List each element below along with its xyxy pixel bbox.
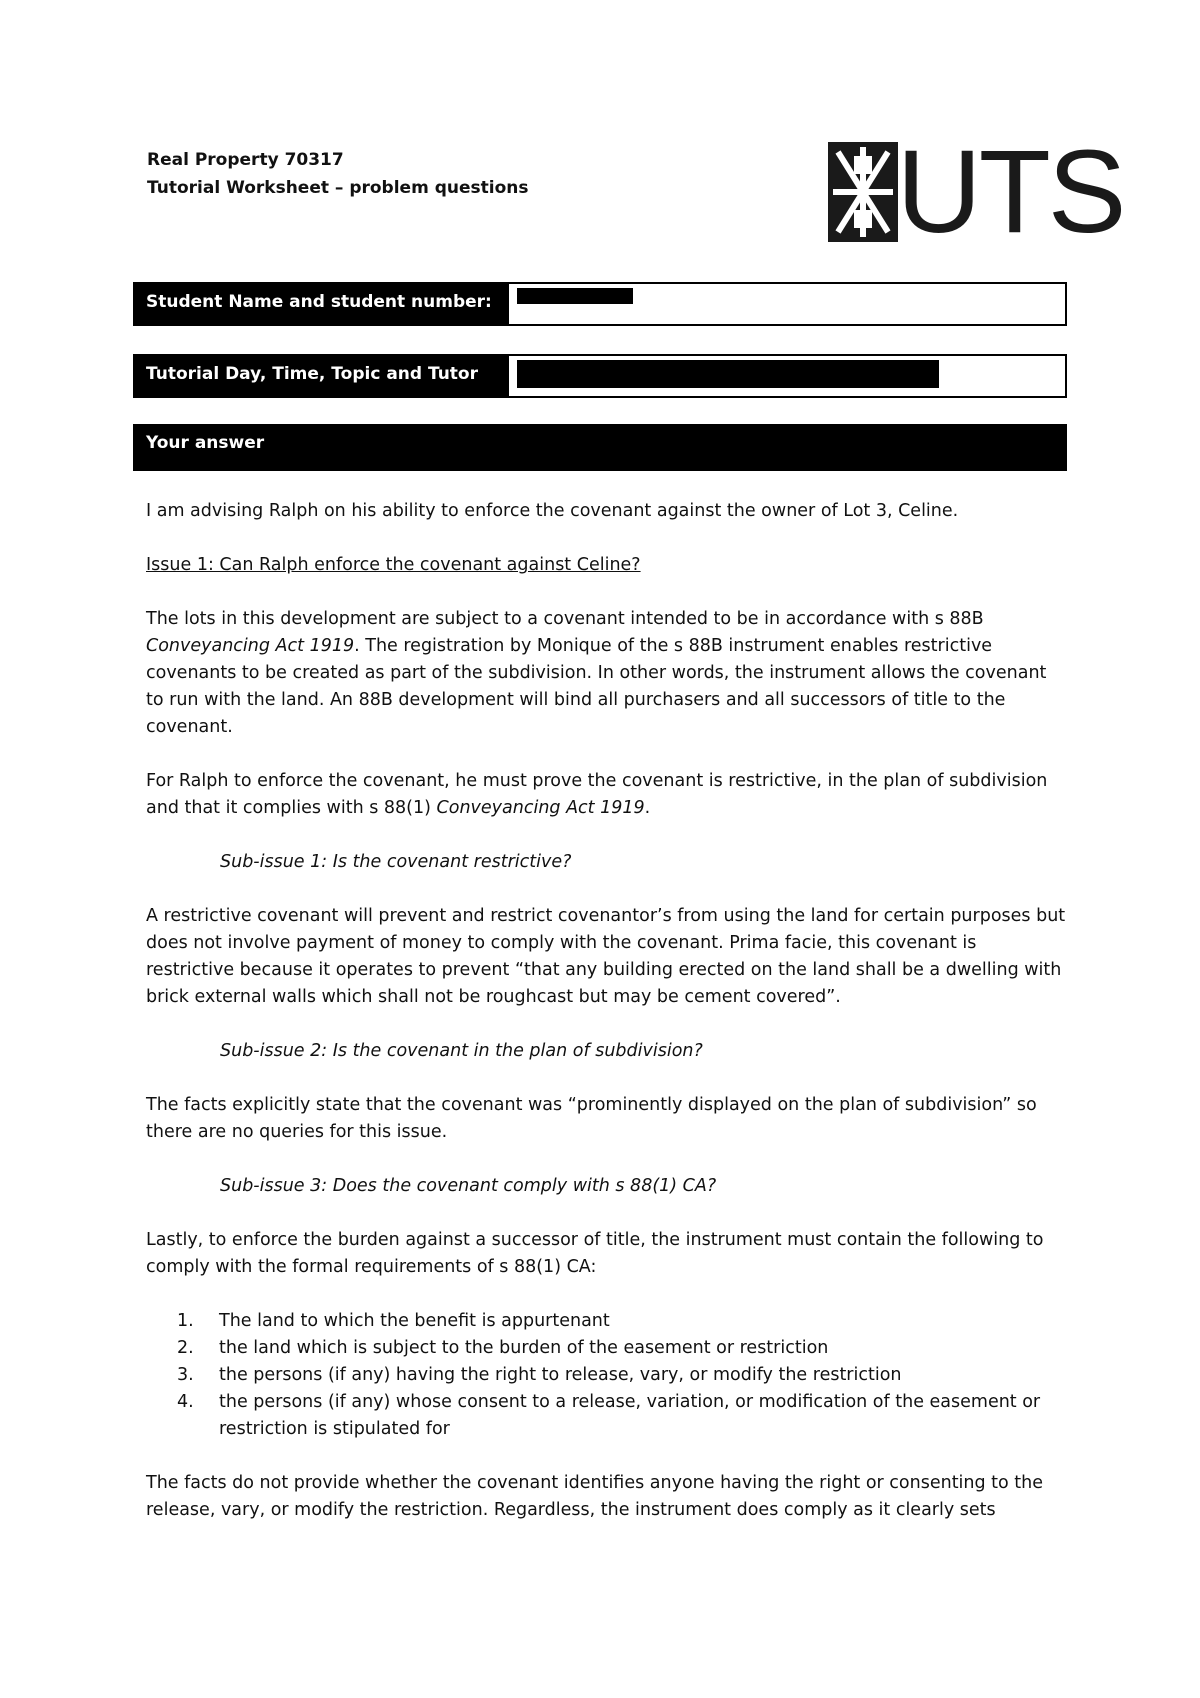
paragraph-conclusion: The facts do not provide whether the covenant identifies anyone having the right or consenting to the release, vary, or modify the restriction. Regardless, the instrument does comply as it clearly sets [146,1473,1044,1520]
list-item: 1. The land to which the benefit is appurtenant [177,1311,610,1331]
paragraph-plan: The facts explicitly state that the covenant was “prominently displayed on the plan of subdivision” so there are no queries for this issue. [146,1095,1037,1142]
student-name-label: Student Name and student number: [133,282,507,326]
tutorial-details-input[interactable] [507,354,1067,398]
logo-text: UTS [896,142,1124,242]
issue-heading: Issue 1: Can Ralph enforce the covenant against Celine? [146,555,641,575]
answer-body [146,498,1066,1551]
your-answer-heading: Your answer [133,424,1067,471]
redaction-bar [517,360,939,388]
document-header [147,146,529,202]
list-item: 2. the land which is subject to the burden of the easement or restriction [177,1338,829,1358]
list-item: 4. the persons (if any) whose consent to a release, variation, or modification of the easement or restriction is stipulated for [177,1392,1041,1439]
sub-issue-heading: Sub-issue 1: Is the covenant restrictive? [220,852,572,872]
requirements-list [146,1308,1066,1443]
student-name-input[interactable] [507,282,1067,326]
paragraph-88b: The lots in this development are subject to a covenant intended to be in accordance with s 88B Conveyancing Act 1919. The registration by Monique of the s 88B instrument enables restrictive covenants to be created as part of the subdivision. In other words, the instrument allows the covenant to run with the land. An 88B development will bind all purchasers and all successors of title to the covenant. [146,609,1047,737]
paragraph-requirements: Lastly, to enforce the burden against a successor of title, the instrument must contain the following to comply with the formal requirements of s 88(1) CA: [146,1230,1044,1277]
sub-issue-heading: Sub-issue 2: Is the covenant in the plan of subdivision? [220,1041,703,1061]
paragraph-restrictive: A restrictive covenant will prevent and restrict covenantor’s from using the land for certain purposes but does not involve payment of money to comply with the covenant. Prima facie, this covenant is restrictive because it operates to prevent “that any building erected on the land shall be a dwelling with brick external walls which shall not be roughcast but may be cement covered”. [146,906,1066,1007]
course-title: Real Property 70317 [147,150,344,170]
tutorial-details-field [133,354,1067,398]
student-name-field [133,282,1067,326]
paragraph-enforce: For Ralph to enforce the covenant, he must prove the covenant is restrictive, in the plan of subdivision and that it complies with s 88(1) Conveyancing Act 1919. [146,771,1048,818]
intro-paragraph: I am advising Ralph on his ability to enforce the covenant against the owner of Lot 3, Celine. [146,501,959,521]
sub-issue-heading: Sub-issue 3: Does the covenant comply with s 88(1) CA? [220,1176,717,1196]
list-item: 3. the persons (if any) having the right to release, vary, or modify the restriction [177,1365,902,1385]
worksheet-title: Tutorial Worksheet – problem questions [147,178,529,198]
redaction-bar [517,288,633,304]
tutorial-details-label: Tutorial Day, Time, Topic and Tutor [133,354,507,398]
uts-logo [828,142,1124,242]
